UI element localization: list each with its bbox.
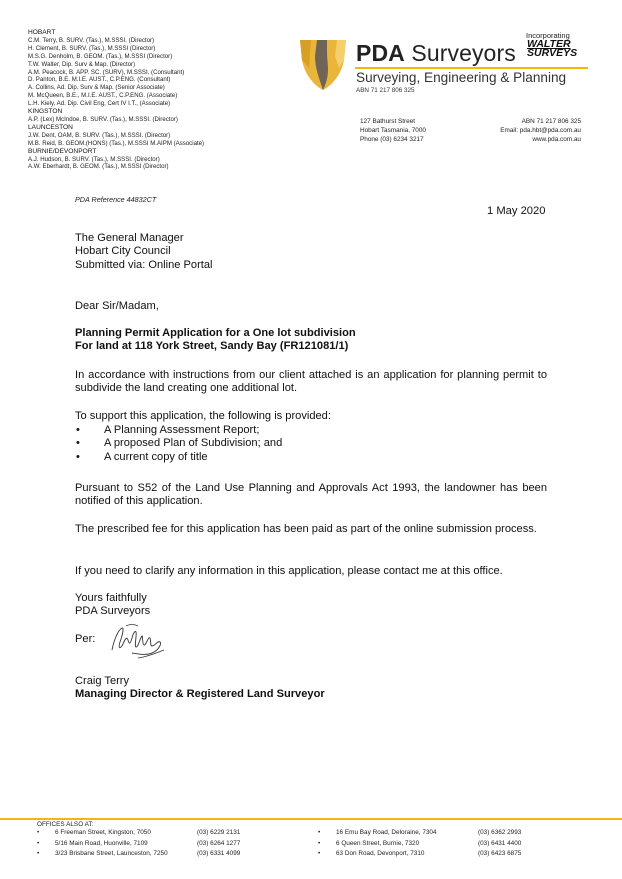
tagline-rule xyxy=(355,67,588,69)
list-item: • A proposed Plan of Subdivision; and xyxy=(76,437,283,450)
staff-member: A. Collins, Ad. Dip. Surv & Map. (Senior Associate) xyxy=(28,84,165,92)
paragraph-support-intro: To support this application, the following is provided: xyxy=(75,410,331,422)
subject-line: Planning Permit Application for a One lot subdivision For land at 118 York Street, Sandy Bay (FR121081/1) xyxy=(75,327,356,353)
letter-date: 1 May 2020 xyxy=(487,205,546,217)
staff-member: M.B. Reid, B. GEOM.(HONS) (Tas.), M.SSSI M.AIPM (Associate) xyxy=(28,139,205,147)
staff-location-heading: BURNIE/DEVONPORT xyxy=(28,147,97,155)
walter-surveys-logo: WALTER SURVEYS xyxy=(527,38,578,59)
staff-member: J.W. Dent, OAM, B. SURV. (Tas.), M.SSSI. (Director) xyxy=(28,131,171,139)
footer-heading: OFFICES ALSO AT: xyxy=(37,821,94,828)
brand-name: PDA Surveyors xyxy=(356,40,516,66)
staff-member: M.S.G. Denholm, B. GEOM. (Tas.), M.SSSI (Director) xyxy=(28,52,173,60)
pda-reference: PDA Reference 44832CT xyxy=(75,195,157,204)
staff-member: A.W. Eberhardt, B. GEOM. (Tas.), M.SSSI (Director) xyxy=(28,163,169,171)
footer-office-row: • 6 Freeman Street, Kingston, 7050 (03) 6229 2131 xyxy=(37,829,241,836)
staff-member: D. Panton, B.E. M.I.E. AUST., C.P.ENG. (Consultant) xyxy=(28,76,171,84)
incorporating-label: Incorporating xyxy=(526,31,570,40)
list-item: • A Planning Assessment Report; xyxy=(76,424,260,436)
staff-list xyxy=(28,29,204,171)
handwritten-signature xyxy=(108,620,170,662)
staff-location-heading: HOBART xyxy=(28,29,56,36)
staff-member: A.M. Peacock, B. APP. SC. (SURV), M.SSSI. (Consultant) xyxy=(28,68,185,76)
paragraph-instructions: In accordance with instructions from our client attached is an application for planning permit to subdivide the land creating one additional lot. xyxy=(75,369,547,395)
staff-member: T.W. Walter, Dip. Surv & Map. (Director) xyxy=(28,60,136,68)
footer-offices-right xyxy=(318,828,568,860)
support-list xyxy=(75,424,282,464)
footer-office-row: • 63 Don Road, Devonport, 7310 (03) 6423 6875 xyxy=(318,850,522,858)
footer-office-row: • 16 Emu Bay Road, Deloraine, 7304 (03) 6362 2993 xyxy=(318,829,522,836)
signatory-name: Craig Terry xyxy=(75,675,130,687)
closing-block: Yours faithfully PDA Surveyors xyxy=(75,592,151,618)
staff-location-heading: LAUNCESTON xyxy=(28,123,73,131)
office-contact: ABN 71 217 806 325 Email: pda.hbt@pda.com.au www.pda.com.au xyxy=(500,118,581,143)
footer-offices-left xyxy=(37,828,277,860)
paragraph-s52: Pursuant to S52 of the Land Use Planning and Approvals Act 1993, the landowner has been notified of this application. xyxy=(75,482,547,508)
recipient-block: The General Manager Hobart City Council Submitted via: Online Portal xyxy=(75,232,213,271)
footer-rule xyxy=(0,818,622,820)
paragraph-fee: The prescribed fee for this application has been paid as part of the online submission process. xyxy=(75,523,537,535)
office-address: 127 Bathurst Street Hobart Tasmania, 7000 Phone (03) 6234 3217 xyxy=(360,118,426,143)
signatory-title: Managing Director & Registered Land Surveyor xyxy=(75,688,325,700)
staff-member: L.H. Kiely, Ad. Dip. Civil Eng, Cert IV I.T., (Associate) xyxy=(28,100,171,108)
footer-office-row: • 3/23 Brisbane Street, Launceston, 7250 (03) 6331 4099 xyxy=(37,850,241,858)
tagline: Surveying, Engineering & Planning xyxy=(356,70,567,85)
staff-member: H. Clement, B. SURV. (Tas.), M.SSSI (Director) xyxy=(28,44,156,52)
salutation: Dear Sir/Madam, xyxy=(75,300,159,312)
paragraph-contact: If you need to clarify any information in this application, please contact me at this office. xyxy=(75,565,503,577)
abn-under-logo: ABN 71 217 806 325 xyxy=(356,87,415,94)
footer-office-row: • 6 Queen Street, Burnie, 7320 (03) 6431 4400 xyxy=(318,839,522,847)
staff-location-heading: KINGSTON xyxy=(28,108,63,116)
staff-member: C.M. Terry, B. SURV. (Tas.), M.SSSI. (Director) xyxy=(28,36,155,44)
pda-shield-logo xyxy=(297,38,349,92)
list-item: • A current copy of title xyxy=(76,450,208,463)
staff-member: M. McQueen, B.E., M.I.E. AUST., C.P.ENG. (Associate) xyxy=(28,92,178,100)
staff-member: A.P. (Lex) McIndoe, B. SURV. (Tas.), M.SSSI. (Director) xyxy=(28,115,178,123)
footer-office-row: • 5/16 Main Road, Huonville, 7109 (03) 6264 1277 xyxy=(37,839,241,847)
staff-member: A.J. Hudson, B. SURV. (Tas.), M.SSSI. (Director) xyxy=(28,155,160,163)
per-label: Per: xyxy=(75,633,96,645)
